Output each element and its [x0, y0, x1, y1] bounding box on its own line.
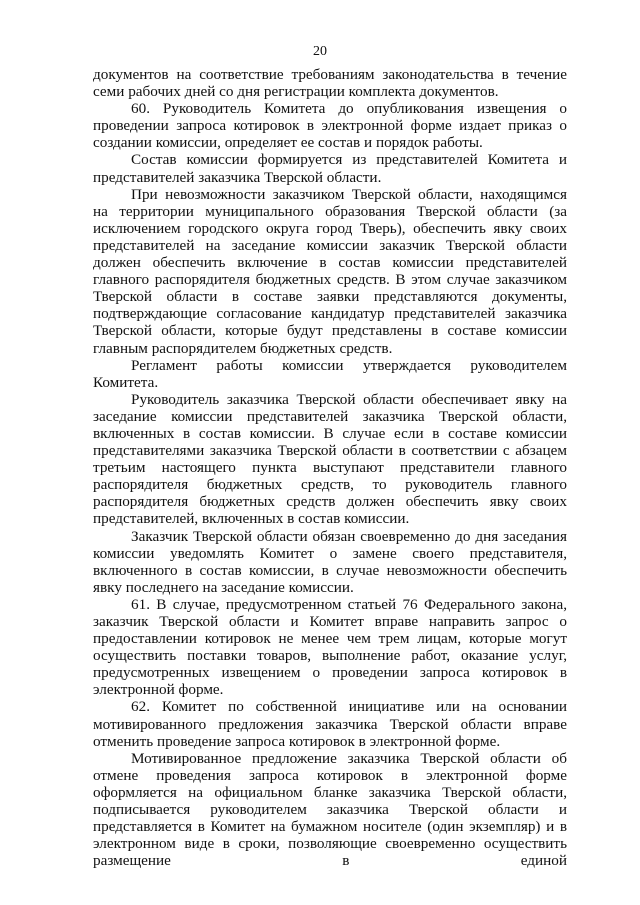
paragraph-commission-composition: Состав комиссии формируется из представителей Комитета и представителей заказчика Тверской области. — [93, 151, 567, 186]
page-number: 20 — [313, 44, 327, 59]
paragraph-item-60: 60. Руководитель Комитета до опубликования извещения о проведении запроса котировок в электронной форме издает приказ о создании комиссии, определяет ее состав и порядок работы. — [93, 100, 567, 152]
paragraph-head-of-customer: Руководитель заказчика Тверской области обеспечивает явку на заседание комиссии представителей заказчика Тверской области, включенных в состав комиссии. В случае если в составе комиссии представителями заказчика Тверской области в соответствии с абзацем третьим настоящего пункта выступают представители главного распорядителя бюджетных средств, то руководитель главного распорядителя бюджетных средств должен обеспечить явку своих представителей, включенных в состав комиссии. — [93, 390, 567, 528]
paragraph-regulation: Регламент работы комиссии утверждается руководителем Комитета. — [93, 356, 567, 391]
document-body — [93, 66, 567, 869]
paragraph-impossibility-case: При невозможности заказчиком Тверской области, находящимся на территории муниципального образования Тверской области (за исключением городского округа город Тверь), обеспечить явку своих представителей на заседание комиссии заказчик Тверской области должен обеспечить включение в состав комиссии представителей главного распорядителя бюджетных средств. В этом случае заказчиком Тверской области в составе заявки представляются документы, подтверждающие согласование кандидатур представителей заказчика Тверской области, которые будут представлены в составе комиссии главным распорядителем бюджетных средств. — [93, 185, 567, 357]
paragraph-motivated-proposal: Мотивированное предложение заказчика Тверской области об отмене проведения запроса котировок в электронной форме оформляется на официальном бланке заказчика Тверской области, подписывается руководителем заказчика Тверской области и представляется в Комитет на бумажном носителе (один экземпляр) и в электронном виде в сроки, позволяющие своевременно осуществить размещение в единой — [93, 749, 567, 870]
paragraph-item-61: 61. В случае, предусмотренном статьей 76 Федерального закона, заказчик Тверской области и Комитет вправе направить запрос о предоставлении котировок не менее чем трем лицам, которые могут осуществить поставки товаров, выполнение работ, оказание услуг, предусмотренных извещением о проведении запроса котировок в электронной форме. — [93, 595, 567, 699]
paragraph-continuation: документов на соответствие требованиям законодательства в течение семи рабочих дней со дня регистрации комплекта документов. — [93, 66, 567, 101]
paragraph-item-62: 62. Комитет по собственной инициативе или на основании мотивированного предложения заказчика Тверской области вправе отменить проведение запроса котировок в электронной форме. — [93, 698, 567, 750]
paragraph-replacement-notice: Заказчик Тверской области обязан своевременно до дня заседания комиссии уведомлять Комитет о замене своего представителя, включенного в состав комиссии, в случае невозможности обеспечить явку последнего на заседание комиссии. — [93, 527, 567, 596]
